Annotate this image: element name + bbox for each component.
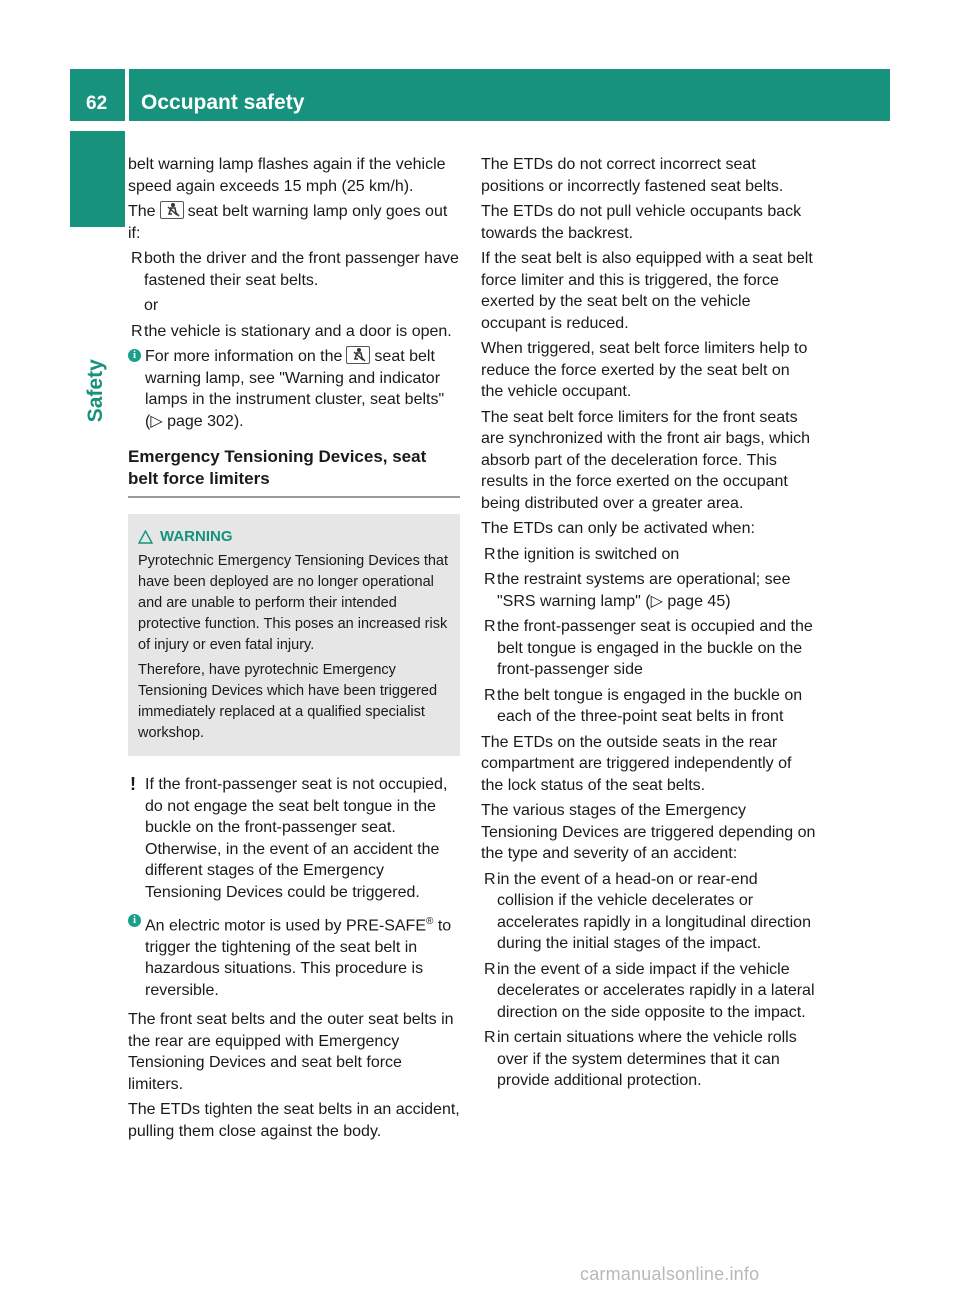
page-number: 62: [86, 93, 108, 114]
left-column: [128, 154, 460, 1146]
bullet-icon: R: [484, 870, 496, 888]
section-heading: Emergency Tensioning Devices, seat belt force limiters: [128, 446, 460, 498]
bullet-icon: R: [484, 686, 496, 704]
bullet-icon: R: [131, 322, 143, 340]
warning-box: [128, 514, 460, 756]
bullet-icon: R: [131, 250, 143, 267]
exclamation-icon: !: [130, 774, 136, 794]
side-tab-label: Safety: [83, 359, 107, 423]
paragraph: If the seat belt is also equipped with a seat belt force limiter and this is triggered, the force exerted by the seat belt on the vehicle occupant is reduced.: [481, 250, 813, 332]
list-item: R in certain situations where the vehicle rolls over if the system determines that it can provide additional protection.: [484, 1029, 797, 1089]
paragraph: The ETDs can only be activated when:: [481, 520, 755, 537]
info-icon: i: [128, 349, 141, 362]
info-icon: i: [128, 914, 141, 927]
warning-triangle-icon: [138, 530, 153, 544]
warning-text: Pyrotechnic Emergency Tensioning Devices that have been deployed are no longer operational and are unable to perform their intended protective function. This poses an increased risk of injury or even fatal injury.: [138, 553, 449, 653]
list-item: R in the event of a head-on or rear-end collision if the vehicle decelerates or accelerates rapidly in a longitudinal direction during the initial stages of the impact.: [484, 870, 811, 952]
paragraph: The front seat belts and the outer seat belts in the rear are equipped with Emergency Tensioning Devices and seat belt force limiters.: [128, 1011, 454, 1093]
paragraph: The ETDs do not pull vehicle occupants back towards the backrest.: [481, 203, 802, 242]
or-text: or: [144, 297, 159, 314]
warning-text: Therefore, have pyrotechnic Emergency Tensioning Devices which have been triggered immediately replaced at a qualified specialist workshop.: [138, 662, 438, 741]
list-item: R both the driver and the front passenger have fastened their seat belts.: [131, 250, 459, 289]
side-tab: [82, 340, 122, 440]
bullet-icon: R: [484, 618, 496, 635]
bullet-icon: R: [484, 1029, 496, 1046]
info-note: i For more information on the seat belt warning lamp, see "Warning and indicator lamps in the instrument cluster, seat belts" (▷ page 302).: [128, 346, 460, 432]
caution-note: ! If the front-passenger seat is not occupied, do not engage the seat belt tongue in the buckle on the front-passenger seat. Otherwise, in the event of an accident the different stages of the Emergency Tensioning Devices could be triggered.: [130, 774, 448, 901]
paragraph: The seat belt force limiters for the front seats are synchronized with the front air bags, which absorb part of the deceleration force. This results in the force exerted on the occupant being distributed over a greater area.: [481, 408, 811, 512]
list-item: R in the event of a side impact if the vehicle decelerates or accelerates rapidly in a lateral direction on the side opposite to the impact.: [484, 960, 815, 1021]
info-note: i An electric motor is used by PRE-SAFE® to trigger the tightening of the seat belt in hazardous situations. This procedure is reversible.: [128, 911, 460, 1001]
warning-title: WARNING: [138, 526, 450, 547]
list-item: R the front-passenger seat is occupied and the belt tongue is engaged in the buckle on the front-passenger side: [484, 618, 813, 678]
paragraph: The seat belt warning lamp only goes out if:: [128, 203, 448, 242]
paragraph: The ETDs tighten the seat belts in an accident, pulling them close against the body.: [128, 1101, 460, 1140]
list-item: R the restraint systems are operational; see "SRS warning lamp" (▷ page 45): [484, 571, 791, 610]
side-tab-marker: [70, 131, 125, 227]
paragraph: belt warning lamp flashes again if the vehicle speed again exceeds 15 mph (25 km/h).: [128, 156, 446, 195]
bullet-icon: R: [484, 545, 496, 563]
section-header: [129, 69, 890, 121]
right-column: [481, 154, 816, 1096]
seat-belt-icon: [160, 201, 184, 219]
paragraph: The ETDs on the outside seats in the rear compartment are triggered independently of the lock status of the seat belts.: [481, 733, 792, 794]
watermark: carmanualsonline.info: [580, 1264, 760, 1284]
list-item: R the belt tongue is engaged in the buckle on each of the three-point seat belts in front: [484, 686, 803, 725]
section-title: Occupant safety: [141, 91, 305, 114]
paragraph: The various stages of the Emergency Tensioning Devices are triggered depending on the type and severity of an accident:: [481, 802, 816, 862]
seat-belt-icon: [346, 346, 370, 364]
paragraph: The ETDs do not correct incorrect seat positions or incorrectly fastened seat belts.: [481, 156, 784, 195]
list-item: R the vehicle is stationary and a door is open.: [128, 321, 460, 343]
paragraph: When triggered, seat belt force limiters help to reduce the force exerted by the seat belt on the vehicle occupant.: [481, 340, 808, 400]
bullet-icon: R: [484, 571, 496, 588]
bullet-icon: R: [484, 960, 496, 978]
list-item: R the ignition is switched on: [481, 544, 816, 566]
page-number-box: [70, 69, 125, 121]
